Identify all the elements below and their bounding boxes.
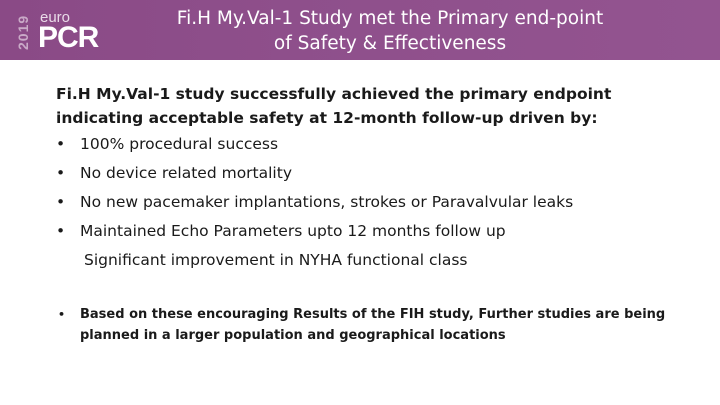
- bullet-marker: •: [58, 308, 66, 321]
- footnote-text: Based on these encouraging Results of the FIH study, Further studies are being planned in a larger population and geographical locations: [80, 307, 666, 343]
- bullet-marker: •: [56, 193, 66, 211]
- logo-pcr: PCR: [38, 21, 99, 54]
- intro-text: Fi.H My.Val-1 study successfully achieved the primary endpoint indicating acceptable safety at 12-month follow-up driven by:: [56, 85, 612, 127]
- europcr-logo: [12, 8, 142, 54]
- bullet-text: No device related mortality: [80, 164, 292, 182]
- bullet-item: [56, 130, 676, 159]
- bullet-text: No new pacemaker implantations, strokes or Paravalvular leaks: [80, 193, 574, 211]
- bullet-marker: •: [56, 222, 66, 240]
- slide-title-line-1: Fi.H My.Val-1 Study met the Primary end-point: [176, 8, 604, 29]
- bullet-marker: •: [56, 164, 66, 182]
- footnote-bullet: [56, 304, 676, 346]
- bullet-text: 100% procedural success: [80, 135, 279, 153]
- slide-body: [56, 82, 676, 275]
- slide-title: [130, 6, 650, 56]
- bullet-item: [56, 159, 676, 188]
- bullet-marker: •: [56, 135, 66, 153]
- bullet-item: [56, 188, 676, 217]
- header-bar: [0, 0, 720, 60]
- bullet-text: Maintained Echo Parameters upto 12 months follow up: [80, 222, 506, 240]
- logo-euro: euro: [40, 9, 71, 26]
- bullet-list: [56, 130, 676, 246]
- slide-title-line-2: of Safety & Effectiveness: [273, 33, 507, 54]
- bullet-item: [56, 217, 676, 246]
- logo-year: 2019: [15, 14, 31, 50]
- sub-line: Significant improvement in NYHA functional class: [84, 251, 468, 269]
